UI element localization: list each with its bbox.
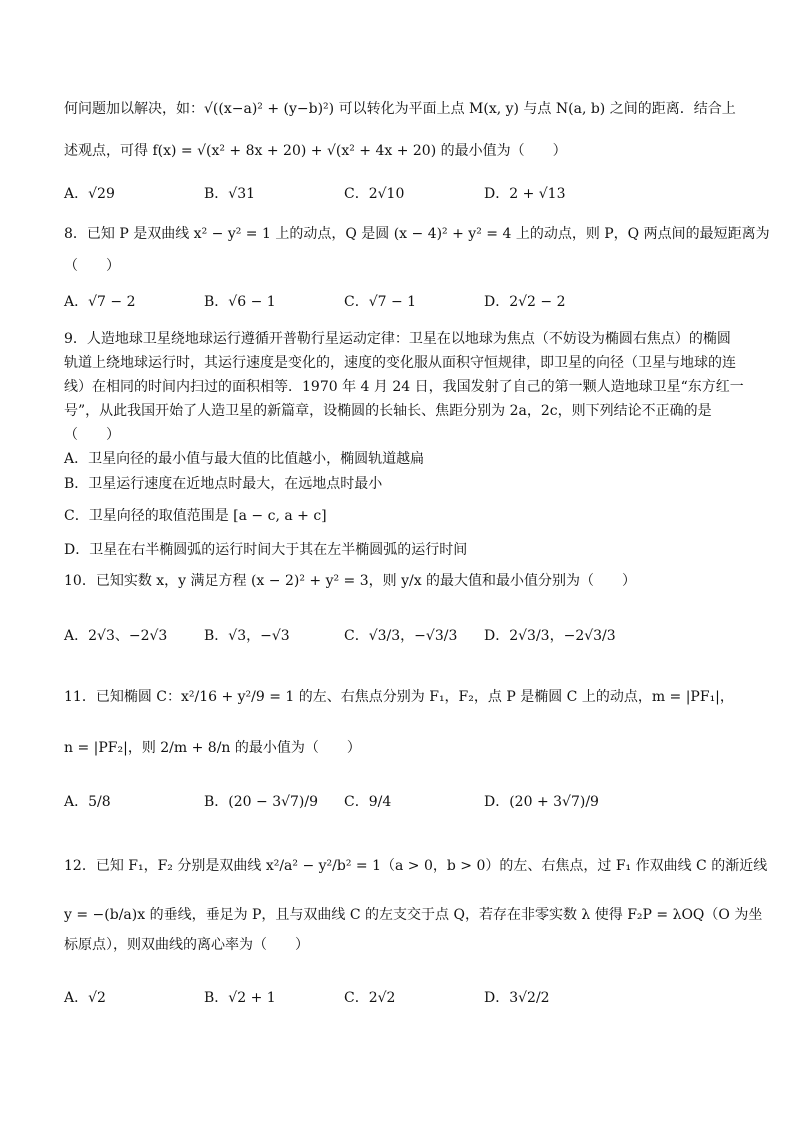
q7-option-c[interactable]: C．2√10: [344, 186, 405, 202]
q12-line-3: 标原点），则双曲线的离心率为（ ）: [64, 937, 309, 953]
q10-option-b[interactable]: B．√3，−√3: [204, 628, 290, 644]
q9-option-c[interactable]: C．卫星向径的取值范围是 [a − c, a + c]: [64, 508, 327, 524]
q9-line-4: 号”，从此我国开始了人造卫星的新篇章，设椭圆的长轴长、焦距分别为 2a，2c，则下列结论不正确的是: [64, 403, 712, 419]
q12-option-d[interactable]: D．3√2/2: [484, 990, 550, 1006]
q8-option-d[interactable]: D．2√2 − 2: [484, 294, 566, 310]
q9-line-3: 线）在相同的时间内扫过的面积相等．1970 年 4 月 24 日，我国发射了自己的第一颗人造地球卫星“东方红一: [64, 379, 744, 395]
q9-line-2: 轨道上绕地球运行时，其运行速度是变化的，速度的变化服从面积守恒规律，即卫星的向径（卫星与地球的连: [64, 355, 736, 371]
q12-option-b[interactable]: B．√2 + 1: [204, 990, 276, 1006]
q11-option-c[interactable]: C．9/4: [344, 794, 392, 810]
q11-line-2: n = |PF₂|，则 2/m + 8/n 的最小值为（ ）: [64, 740, 361, 756]
q8-line-1: 8．已知 P 是双曲线 x² − y² = 1 上的动点，Q 是圆 (x − 4)² + y² = 4 上的动点，则 P，Q 两点间的最短距离为: [64, 226, 770, 242]
q8-options: [64, 286, 734, 316]
q9-option-a[interactable]: A．卫星向径的最小值与最大值的比值越小，椭圆轨道越扁: [64, 451, 425, 467]
q11-option-b[interactable]: B．(20 − 3√7)/9: [204, 794, 319, 810]
q8-option-c[interactable]: C．√7 − 1: [344, 294, 417, 310]
q11-options: [64, 786, 734, 816]
q10-line-1: 10．已知实数 x，y 满足方程 (x − 2)² + y² = 3，则 y/x 的最大值和最小值分别为（ ）: [64, 573, 637, 589]
q12-option-a[interactable]: A．√2: [64, 990, 106, 1006]
q7-options: [64, 178, 734, 208]
q7-option-b[interactable]: B．√31: [204, 186, 256, 202]
q7-option-d[interactable]: D．2 + √13: [484, 186, 566, 202]
q8-line-2: （ ）: [64, 258, 120, 274]
q9-line-5: （ ）: [64, 427, 120, 443]
q10-option-a[interactable]: A．2√3、−2√3: [64, 628, 168, 644]
q9-line-1: 9．人造地球卫星绕地球运行遵循开普勒行星运动定律：卫星在以地球为焦点（不妨设为椭圆右焦点）的椭圆: [64, 331, 731, 347]
q12-options: [64, 982, 734, 1012]
q10-option-d[interactable]: D．2√3/3，−2√3/3: [484, 628, 616, 644]
q9-option-b[interactable]: B．卫星运行速度在近地点时最大，在远地点时最小: [64, 476, 383, 492]
q9-option-d[interactable]: D．卫星在右半椭圆弧的运行时间大于其在左半椭圆弧的运行时间: [64, 542, 468, 558]
q11-option-d[interactable]: D．(20 + 3√7)/9: [484, 794, 599, 810]
q8-option-b[interactable]: B．√6 − 1: [204, 294, 276, 310]
q10-option-c[interactable]: C．√3/3，−√3/3: [344, 628, 458, 644]
q10-options: [64, 620, 734, 650]
q7-line-2: 述观点，可得 f(x) = √(x² + 8x + 20) + √(x² + 4x + 20) 的最小值为（ ）: [64, 143, 567, 159]
q11-option-a[interactable]: A．5/8: [64, 794, 111, 810]
q8-option-a[interactable]: A．√7 − 2: [64, 294, 136, 310]
q12-option-c[interactable]: C．2√2: [344, 990, 396, 1006]
q12-line-1: 12．已知 F₁，F₂ 分别是双曲线 x²/a² − y²/b² = 1（a > 0，b > 0）的左、右焦点，过 F₁ 作双曲线 C 的渐近线: [64, 858, 768, 874]
q7-option-a[interactable]: A．√29: [64, 186, 115, 202]
q12-line-2: y = −(b/a)x 的垂线，垂足为 P，且与双曲线 C 的左支交于点 Q，若存在非零实数 λ 使得 F₂P = λOQ（O 为坐: [64, 907, 763, 923]
q7-line-1: 何问题加以解决，如：√((x−a)² + (y−b)²) 可以转化为平面上点 M(x, y) 与点 N(a, b) 之间的距离．结合上: [64, 101, 736, 117]
q11-line-1: 11．已知椭圆 C：x²/16 + y²/9 = 1 的左、右焦点分别为 F₁，F₂，点 P 是椭圆 C 上的动点，m = |PF₁|，: [64, 689, 734, 705]
